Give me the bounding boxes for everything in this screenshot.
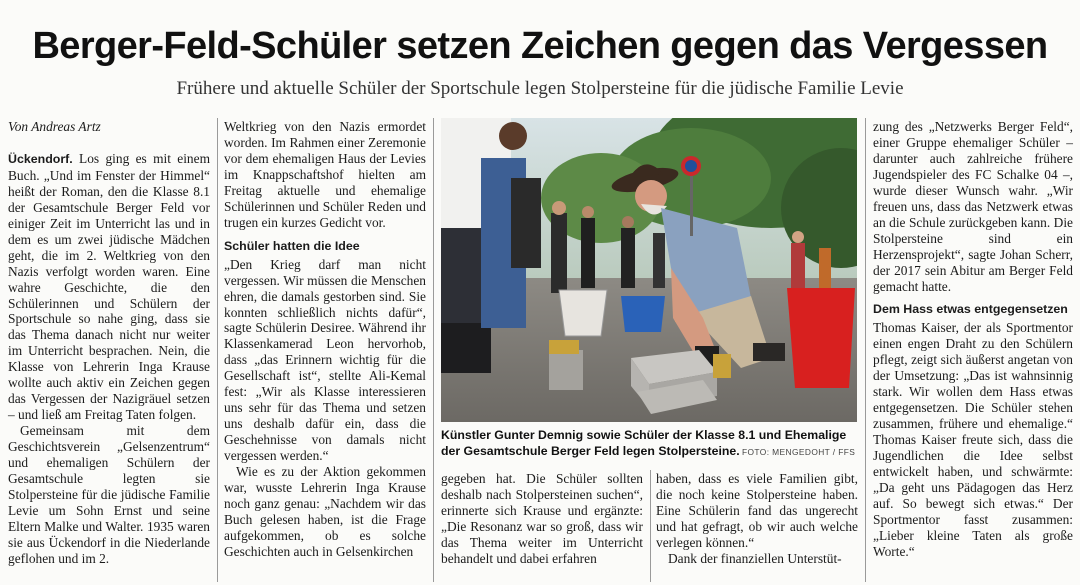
paragraph: gegeben hat. Die Schüler sollten deshalb nach Stolpersteinen suchen“, erinnerte sich Krause und ergänzte: „Die Resonanz war so groß, dass wir das Thema weiter im Unterricht behandelt und dabei erfahren — [441, 471, 643, 566]
dateline: Ückendorf. — [8, 151, 73, 166]
paragraph: zung des „Netzwerks Berger Feld“, einer Gruppe ehemaliger Schüler – darunter auch zahlreiche frühere Jugendspieler des FC Schalke 04 –, wurde dieser Wunsch wahr. „Wir freuen uns, dass das Netzwerk etwas an die Schule zurückgeben kann. Die Stolpersteine sind ein Herzensprojekt“, sagte Johan Scherr, der 2017 sein Abitur am Berger Feld gemacht hatte. — [873, 119, 1073, 294]
article-column-1 — [8, 119, 210, 567]
subline: Frühere und aktuelle Schüler der Sportschule legen Stolpersteine für die jüdische Familie Levie — [176, 78, 904, 99]
subheading: Dem Hass etwas entgegensetzen — [873, 302, 1068, 317]
column-divider — [217, 118, 218, 582]
article-column-4 — [656, 471, 858, 567]
paragraph: Wie es zu der Aktion gekommen war, wusste Lehrerin Inga Krause noch ganz genau: „Nachdem wir das Buch gelesen haben, ist die Frage aufgekommen, ob es solche Geschichten auch in Gelsenkirchen — [224, 464, 426, 559]
paragraph: Weltkrieg von den Nazis ermordet worden. Im Rahmen einer Zeremonie vor dem ehemaligen Haus der Levies im Knappschaftshof hielten am Freitag aktuelle und ehemalige Schülerinnen und Schüler Reden und trugen ein kurzes Gedicht vor. — [224, 119, 426, 230]
paragraph: Gemeinsam mit dem Geschichtsverein „Gelsenzentrum“ und ehemaligen Schülern der Gesamtschule legten sie Stolpersteine für die jüdische Familie Levie um Sohn Ernst und seine Eltern Malke und Walter. 1935 waren sie aus Ückendorf in die Niederlande geflohen und im 2. — [8, 423, 210, 566]
paragraph: Thomas Kaiser, der als Sportmentor einen engen Draht zu den Schülern pflegt, zeigt sich äußerst angetan von der Umsetzung: „Das ist wahnsinnig stark. Wir wollen dem Hass etwas entgegensetzen. Die Schüler stehen zusammen, frühere und ehemalige.“ Thomas Kaiser freute sich, dass die Jugendlichen die Idee selbst entwickelt haben, und schwärmte: „Da geht uns Pädagogen das Herz auf. So bewegt sich etwas.“ Der Sportmentor fasst zusammen: „Lieber kleine Taten als große Worte.“ — [873, 320, 1073, 559]
byline: Von Andreas Artz — [8, 119, 101, 134]
paragraph: „Den Krieg darf man nicht vergessen. Wir müssen die Menschen ehren, die damals gestorben sind. Sie konnten schließlich nichts dafür“, sagte Schülerin Desiree. Während ihr Klassenkamerad Leon hervorhob, dass „das Erinnern wichtig für die Gesellschaft ist“, stellte Ali-Kemal fest: „Wir als Klasse interessieren uns sehr für das Thema und setzen uns deshalb dafür ein, dass die Geschehnisse von damals nicht vergessen werden.“ — [224, 256, 426, 464]
article-column-3 — [441, 471, 643, 567]
paragraph — [8, 151, 210, 423]
stolpersteine-photo-illustration — [441, 118, 857, 422]
headline: Berger-Feld-Schüler setzen Zeichen gegen das Vergessen — [32, 25, 1048, 67]
article-column-2 — [224, 119, 426, 560]
paragraph: haben, dass es viele Familien gibt, die noch keine Stolpersteine haben. Eine Schülerin fand das ungerecht und hat gefragt, ob wir auch welche verlegen können.“ — [656, 471, 858, 550]
photo-caption: Künstler Gunter Demnig sowie Schüler der Klasse 8.1 und Ehemalige der Gesamtschule Berger Feld legen Stolpersteine. — [441, 428, 847, 458]
column-divider — [650, 470, 651, 582]
subheading: Schüler hatten die Idee — [224, 238, 360, 253]
column-divider — [433, 118, 434, 582]
news-photo — [441, 118, 857, 422]
paragraph: Dank der finanziellen Unterstüt- — [668, 550, 842, 566]
photo-credit: FOTO: MENGEDOHT / FFS — [742, 447, 856, 457]
article-column-5 — [873, 119, 1073, 560]
column-divider — [865, 118, 866, 582]
paragraph-text: Los ging es mit einem Buch. „Und im Fenster der Himmel“ heißt der Roman, den die Klasse 8.1 der Gesamtschule Berger Feld vor einiger Zeit im Unterricht las und in dem es um zwei jüdische Mädchen geht, die im 2. Weltkrieg von den Nazis verfolgt worden waren. Eine wahre Geschichte, die den Schülerinnen und Schülern der Sportschule so nahe ging, dass sie das Thema danach nicht nur weiter im Unterricht besprachen. Nein, die Klasse von Lehrerin Inga Krause wollte auch aktiv ein Zeichen gegen das Vergessen der Nazigräuel setzen – und ließ am Freitag Taten folgen. — [8, 150, 210, 423]
